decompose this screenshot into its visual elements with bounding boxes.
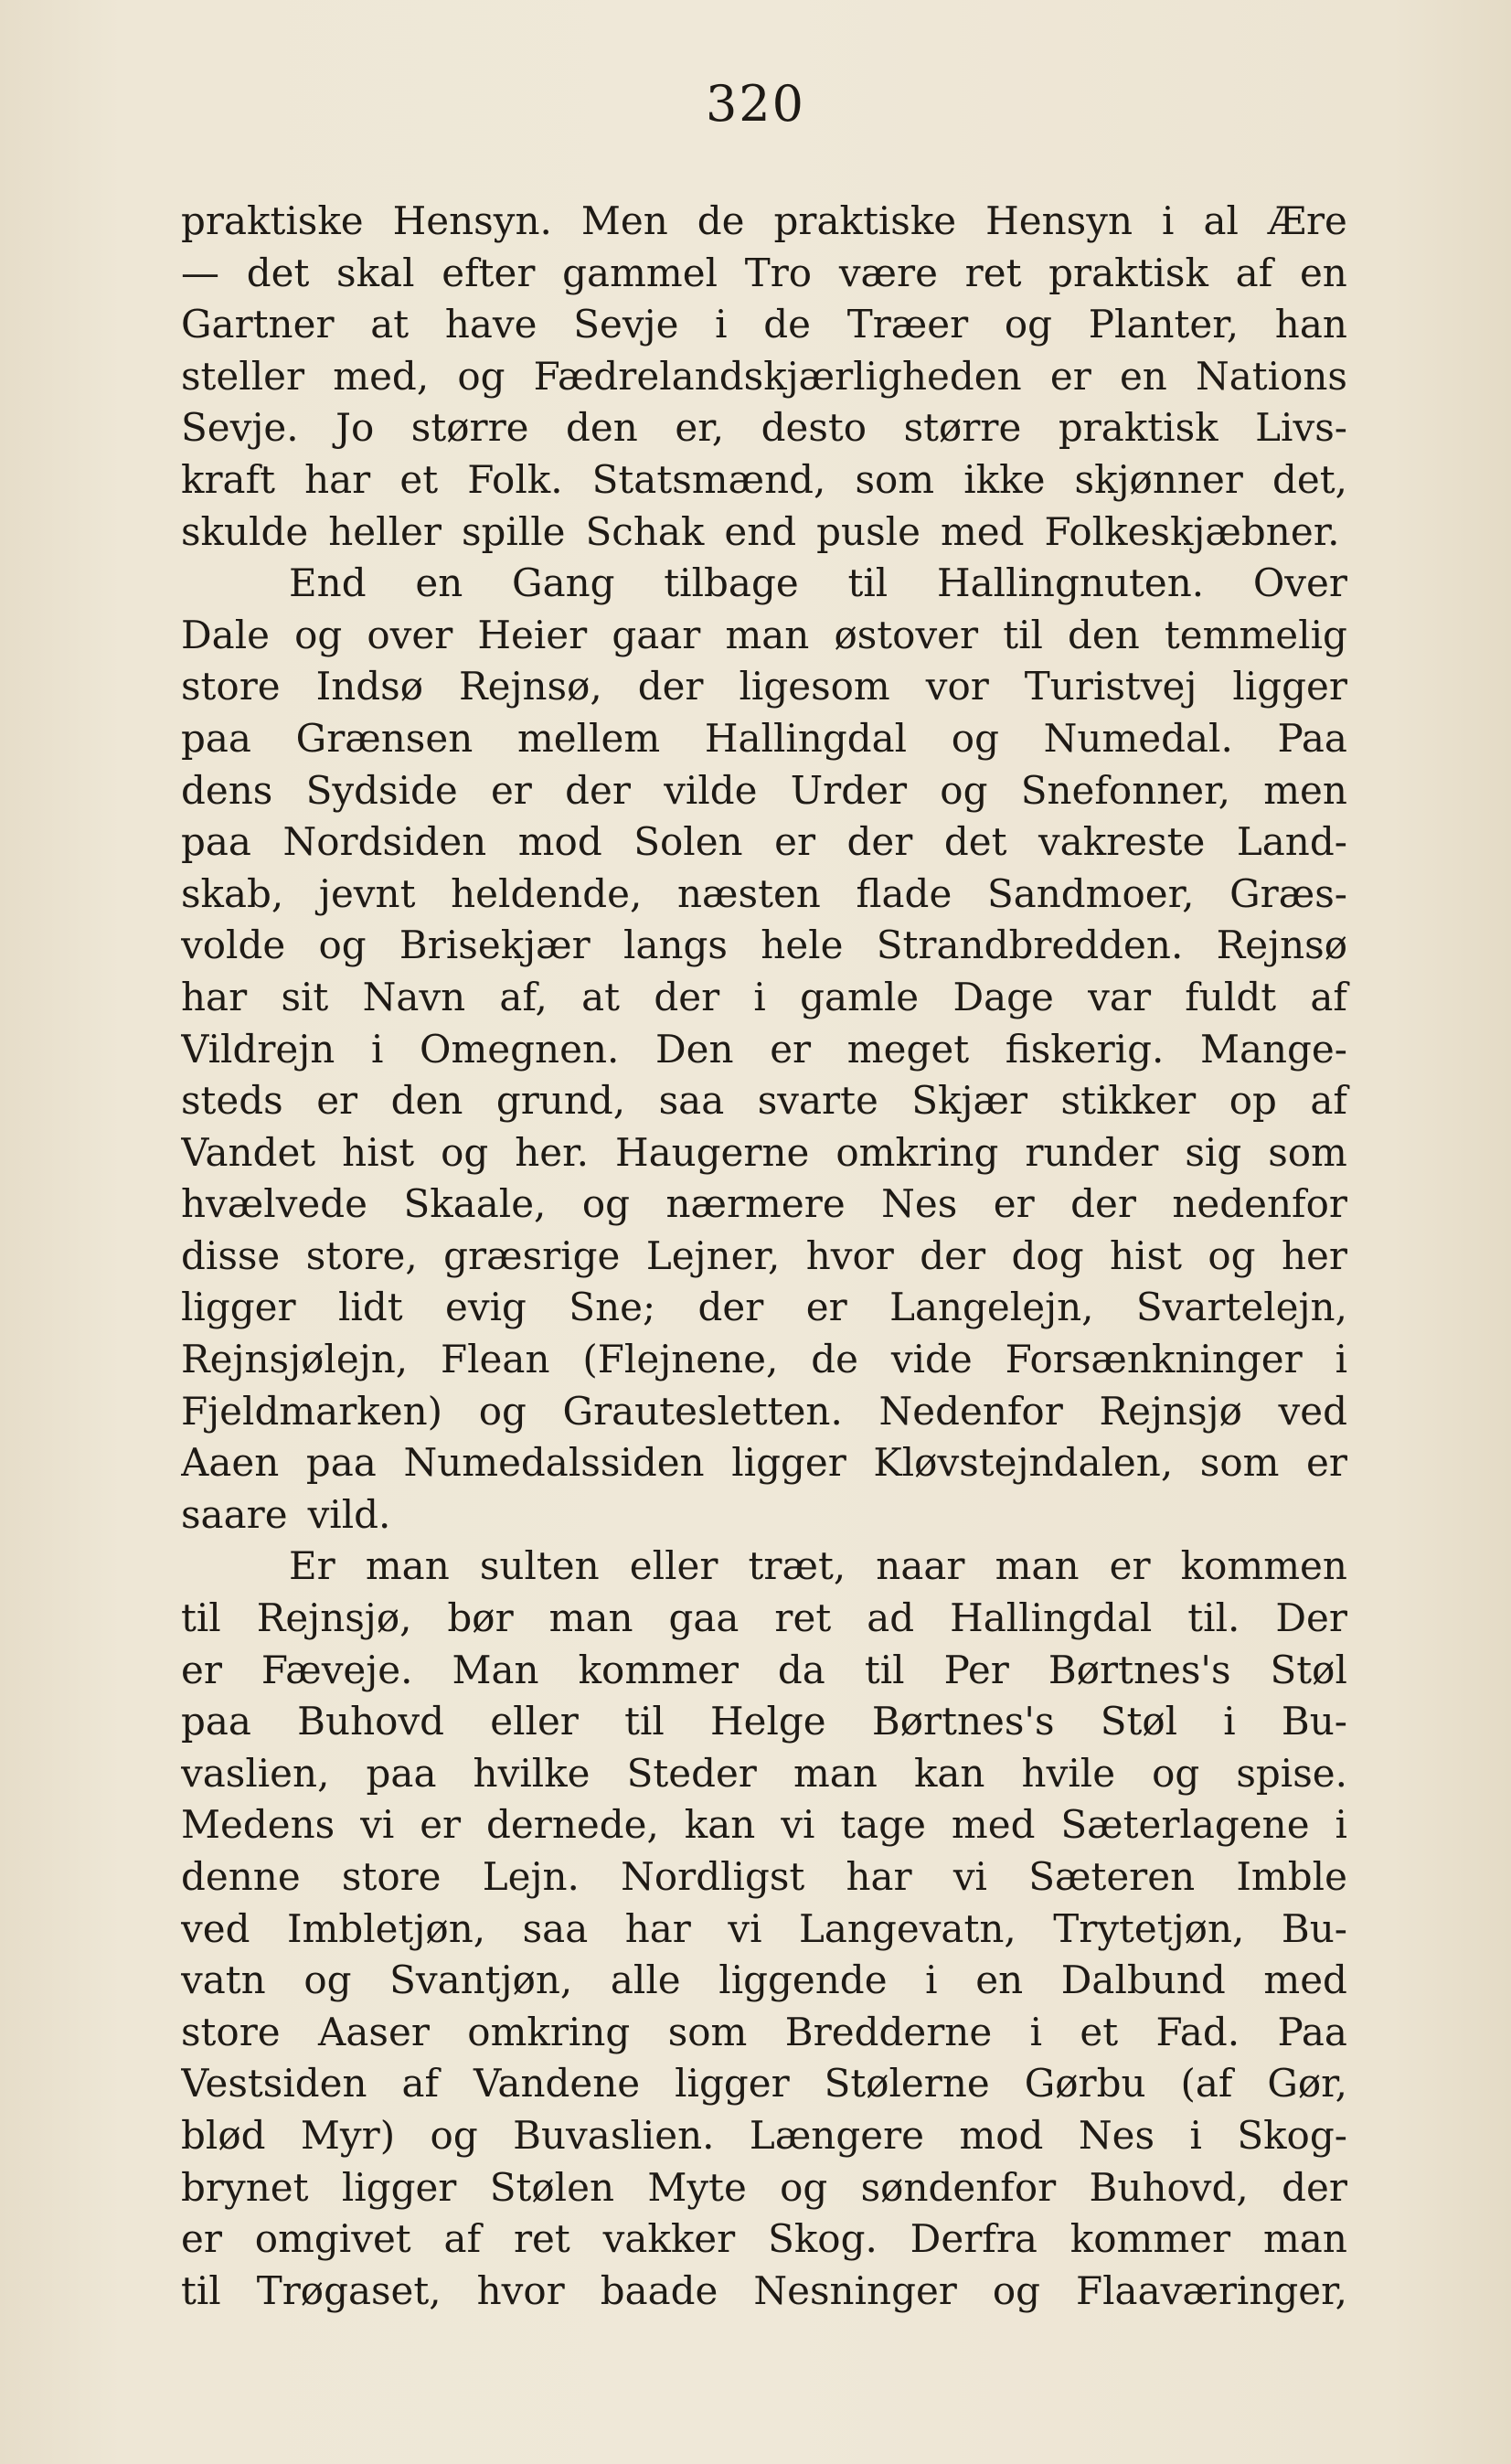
text-line: Sevje. Jo større den er, desto større praktisk Livs- [181, 405, 1347, 451]
text-line: Vestsiden af Vandene ligger Stølerne Gørbu (af Gør, [181, 2061, 1347, 2107]
text-line: Medens vi er dernede, kan vi tage med Sæterlagene i [181, 1802, 1347, 1848]
text-line: Fjeldmarken) og Grautesletten. Nedenfor Rejnsjø ved [181, 1388, 1347, 1434]
text-line: Aaen paa Numedalssiden ligger Kløvstejndalen, som er [181, 1440, 1347, 1486]
text-line: steds er den grund, saa svarte Skjær stikker op af [181, 1078, 1347, 1124]
text-line: End en Gang tilbage til Hallingnuten. Over [289, 560, 1347, 606]
text-line: paa Grænsen mellem Hallingdal og Numedal. Paa [181, 715, 1347, 761]
text-line: store Aaser omkring som Bredderne i et Fad. Paa [181, 2009, 1347, 2054]
text-line: disse store, græsrige Lejner, hvor der dog hist og her [181, 1232, 1347, 1278]
body-text [181, 196, 1360, 2317]
text-line: ligger lidt evig Sne; der er Langelejn, Svartelejn, [181, 1285, 1347, 1330]
text-line: saare vild. [181, 1491, 391, 1537]
text-line: skab, jevnt heldende, næsten flade Sandmoer, Græs- [181, 870, 1347, 916]
page-number: 320 [705, 75, 806, 133]
text-line: Rejnsjølejn, Flean (Flejnene, de vide Forsænkninger i [181, 1337, 1347, 1382]
text-line: paa Nordsiden mod Solen er der det vakreste Land- [181, 819, 1347, 865]
text-line: til Rejnsjø, bør man gaa ret ad Hallingdal til. Der [181, 1595, 1347, 1641]
text-line: er omgivet af ret vakker Skog. Derfra kommer man [181, 2216, 1347, 2262]
text-line: vatn og Svantjøn, alle liggende i en Dalbund med [181, 1957, 1347, 2003]
text-line: vaslien, paa hvilke Steder man kan hvile og spise. [181, 1750, 1347, 1796]
text-line: kraft har et Folk. Statsmænd, som ikke skjønner det, [181, 456, 1347, 502]
text-line: denne store Lejn. Nordligst har vi Sæteren Imble [181, 1854, 1347, 1899]
text-line: skulde heller spille Schak end pusle med Folkeskjæbner. [181, 508, 1340, 554]
text-line: til Trøgaset, hvor baade Nesninger og Flaaværinger, [181, 2267, 1347, 2313]
text-line: har sit Navn af, at der i gamle Dage var fuldt af [181, 974, 1347, 1019]
text-line: steller med, og Fædrelandskjærligheden er en Nations [181, 353, 1347, 399]
text-line: praktiske Hensyn. Men de praktiske Hensyn i al Ære [181, 198, 1347, 243]
text-line: paa Buhovd eller til Helge Børtnes's Støl i Bu- [181, 1699, 1347, 1744]
text-line: hvælvede Skaale, og nærmere Nes er der nedenfor [181, 1181, 1347, 1227]
text-line: — det skal efter gammel Tro være ret praktisk af en [181, 250, 1347, 295]
text-line: Vandet hist og her. Haugerne omkring runder sig som [181, 1129, 1347, 1175]
text-line: er Fæveje. Man kommer da til Per Børtnes's Støl [181, 1647, 1347, 1692]
text-line: Vildrejn i Omegnen. Den er meget fiskerig. Mange- [181, 1026, 1347, 1072]
text-line: ved Imbletjøn, saa har vi Langevatn, Trytetjøn, Bu- [181, 1905, 1347, 1951]
text-line: Dale og over Heier gaar man østover til den temmelig [181, 612, 1347, 657]
text-line: Er man sulten eller træt, naar man er kommen [289, 1543, 1347, 1589]
text-line: store Indsø Rejnsø, der ligesom vor Turistvej ligger [181, 664, 1347, 709]
text-line: brynet ligger Stølen Myte og søndenfor Buhovd, der [181, 2164, 1347, 2210]
text-line: volde og Brisekjær langs hele Strandbredden. Rejnsø [181, 923, 1347, 968]
text-line: Gartner at have Sevje i de Træer og Planter, han [181, 302, 1347, 347]
text-line: dens Sydside er der vilde Urder og Snefonner, men [181, 767, 1347, 813]
text-line: blød Myr) og Buvaslien. Længere mod Nes i Skog- [181, 2112, 1347, 2158]
